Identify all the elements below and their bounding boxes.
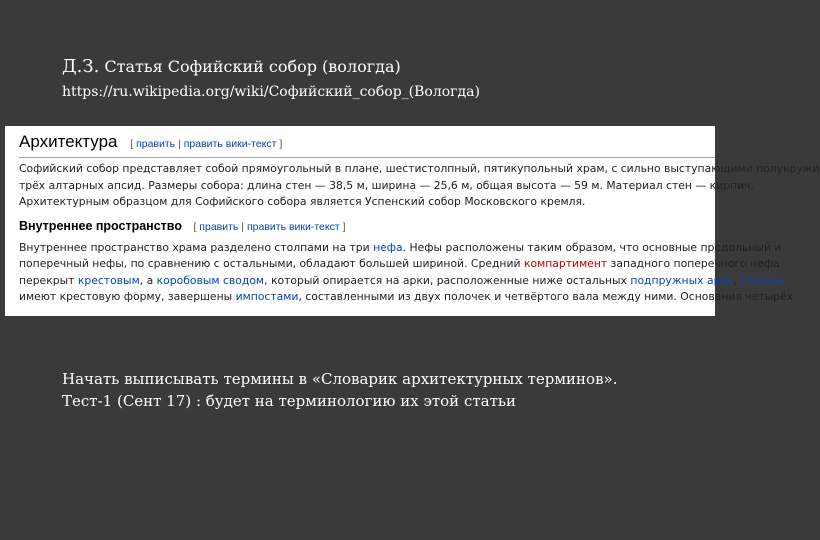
paragraph-line: [19, 273, 784, 290]
edit-link[interactable]: править: [136, 138, 176, 150]
edit-source-link[interactable]: править вики-текст: [183, 138, 277, 150]
paragraph-interior: [19, 240, 794, 306]
text-run: поперечный нефы, по сравнению с остальными, обладают большей шириной. Средний: [19, 257, 524, 270]
link-cross-vault[interactable]: крестовым: [77, 273, 140, 287]
title-text: Статья Софийский собор (вологда): [104, 57, 401, 76]
section-heading-text: Архитектура: [19, 132, 118, 151]
title-prefix: Д.З.: [62, 56, 100, 77]
edit-separator: |: [175, 138, 184, 150]
paragraph-line: [19, 256, 780, 273]
text-run: Внутреннее пространство храма разделено столпами на три: [19, 240, 374, 254]
text-run: . Нефы расположены таким образом, что основные продольный и: [402, 240, 782, 254]
link-barrel-vault[interactable]: коробовым сводом: [156, 273, 265, 287]
edit-link[interactable]: править: [199, 220, 239, 233]
edit-bracket-close: ]: [339, 220, 346, 233]
paragraph-line: [19, 240, 782, 257]
edit-bracket-open: [: [193, 220, 200, 233]
slide-notes: [62, 368, 702, 412]
note-line-1: Начать выписывать термины в «Словарик архитектурных терминов».: [62, 370, 618, 388]
text-run: , а: [139, 273, 157, 287]
wiki-content: [5, 126, 820, 306]
link-pillars[interactable]: Столпы: [740, 273, 784, 287]
edit-bracket-open: [: [130, 138, 137, 150]
link-nave[interactable]: нефа: [373, 240, 403, 254]
link-compartment[interactable]: компартимент: [523, 257, 608, 270]
edit-bracket-close: ]: [276, 138, 283, 150]
slide-title: [62, 55, 702, 79]
text-run: , составленными из двух полочек и четвёртого вала между ними. Основания четырёх: [298, 290, 794, 303]
text-run: , который опирается на арки, расположенные ниже остальных: [264, 273, 631, 287]
text-run: .: [733, 273, 741, 287]
article-url: https://ru.wikipedia.org/wiki/Софийский_собор_(Вологда): [62, 84, 480, 100]
paragraph-architecture: [19, 161, 820, 211]
note-line-2: Тест-1 (Сент 17) : будет на терминологию их этой статьи: [62, 392, 517, 410]
paragraph-line: [19, 289, 794, 306]
paragraph-line: Архитектурным образцом для Софийского собора является Успенский собор Московского кремля.: [19, 195, 586, 208]
wikipedia-screenshot: [5, 126, 820, 316]
section-edit-links: [130, 138, 282, 150]
subsection-heading-interior: [19, 216, 715, 237]
paragraph-line: Софийский собор представляет собой прямоугольный в плане, шестистолпный, пятикупольный храм, с сильно выступающими полукружи: [19, 162, 820, 175]
link-arches[interactable]: подпружных арок: [630, 273, 734, 287]
text-run: западного поперечного нефа: [607, 257, 780, 270]
subsection-edit-links: [193, 221, 345, 233]
section-heading-architecture: [19, 130, 715, 158]
edit-separator: |: [238, 220, 247, 233]
paragraph-line: трёх алтарных апсид. Размеры собора: длина стен — 38,5 м, ширина — 25,6 м, общая высота — 59 м. Материал стен — кирпич.: [19, 178, 754, 192]
edit-source-link[interactable]: править вики-текст: [246, 220, 340, 233]
text-run: имеют крестовую форму, завершены: [19, 290, 236, 303]
subsection-heading-text: Внутреннее пространство: [19, 218, 182, 233]
text-run: перекрыт: [19, 273, 78, 287]
link-imposts[interactable]: импостами: [235, 290, 299, 303]
slide-header: [62, 55, 702, 103]
